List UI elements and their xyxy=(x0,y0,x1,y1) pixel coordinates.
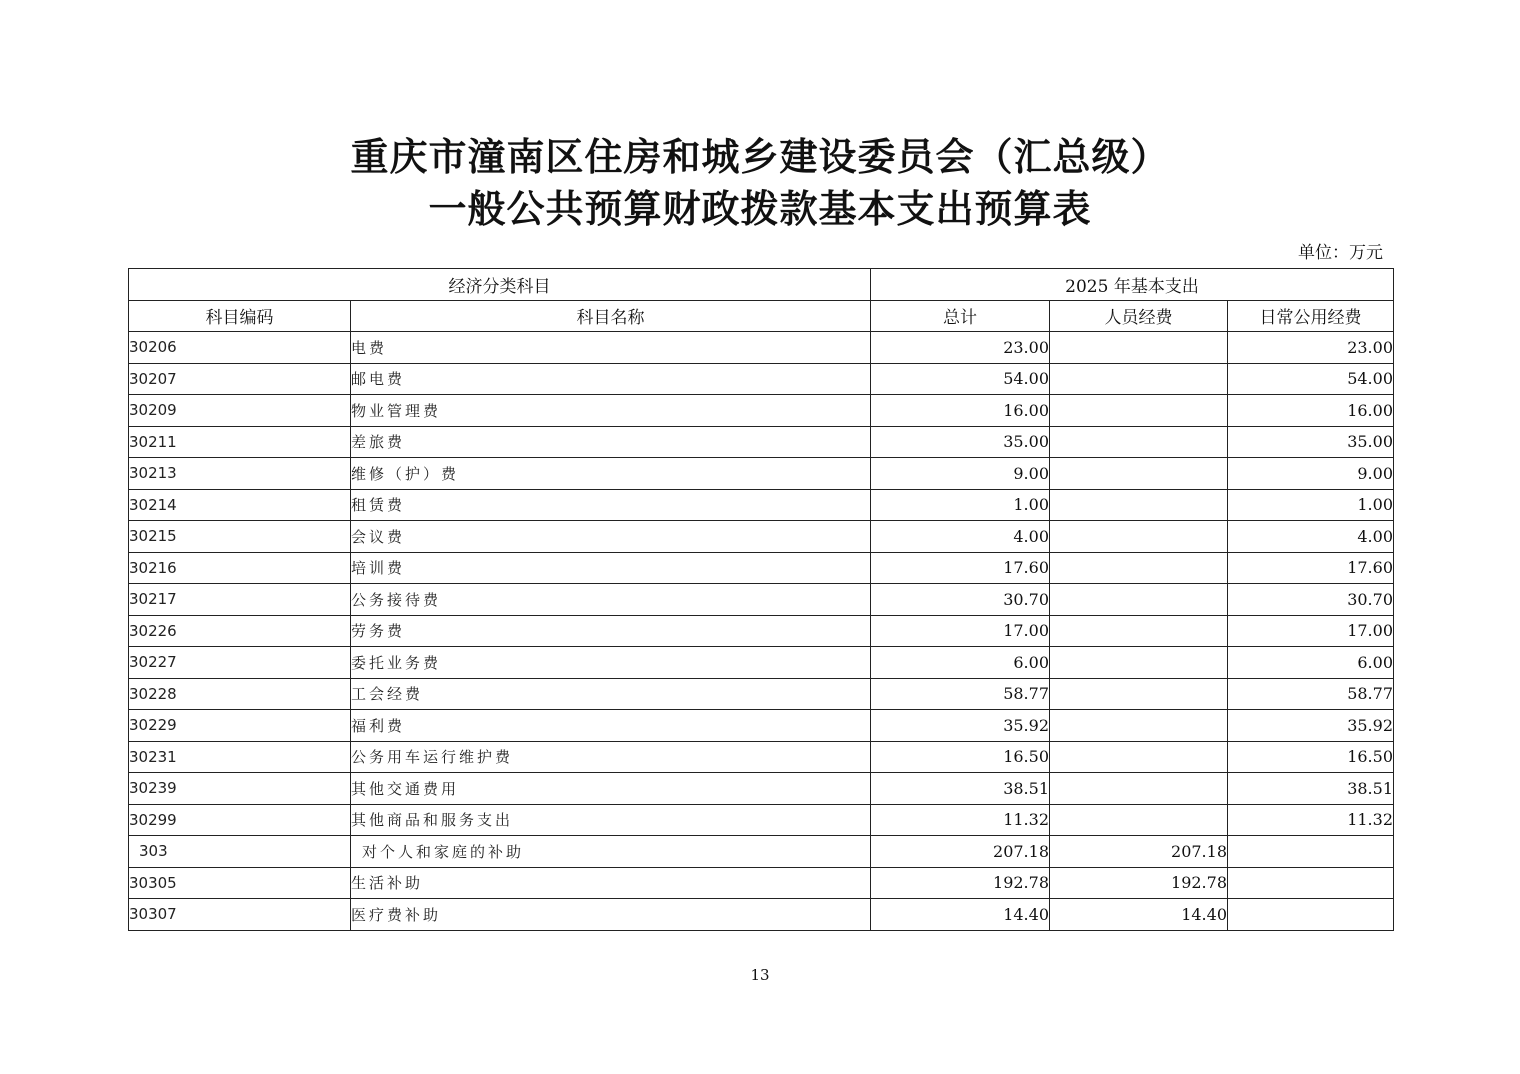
row-code: 30213 xyxy=(129,458,351,490)
row-personnel xyxy=(1050,615,1228,647)
row-code: 30239 xyxy=(129,773,351,805)
row-code: 30209 xyxy=(129,395,351,427)
table-row xyxy=(129,489,1394,521)
personnel-column-header: 人员经费 xyxy=(1050,300,1228,332)
row-total: 54.00 xyxy=(871,363,1050,395)
table-row xyxy=(129,647,1394,679)
row-code: 30227 xyxy=(129,647,351,679)
row-public: 30.70 xyxy=(1228,584,1394,616)
row-name: 对个人和家庭的补助 xyxy=(351,836,871,868)
row-public: 16.50 xyxy=(1228,741,1394,773)
name-column-header: 科目名称 xyxy=(351,300,871,332)
row-total: 17.00 xyxy=(871,615,1050,647)
row-public: 16.00 xyxy=(1228,395,1394,427)
row-name: 租赁费 xyxy=(351,489,871,521)
row-total: 1.00 xyxy=(871,489,1050,521)
table-row xyxy=(129,867,1394,899)
row-total: 35.00 xyxy=(871,426,1050,458)
row-public xyxy=(1228,867,1394,899)
row-public: 23.00 xyxy=(1228,332,1394,364)
table-row xyxy=(129,804,1394,836)
table-row xyxy=(129,458,1394,490)
row-code: 30207 xyxy=(129,363,351,395)
table-row xyxy=(129,521,1394,553)
table-row xyxy=(129,678,1394,710)
row-code: 30229 xyxy=(129,710,351,742)
row-public: 54.00 xyxy=(1228,363,1394,395)
row-personnel xyxy=(1050,395,1228,427)
row-personnel xyxy=(1050,489,1228,521)
row-personnel: 14.40 xyxy=(1050,899,1228,931)
row-total: 14.40 xyxy=(871,899,1050,931)
row-public: 4.00 xyxy=(1228,521,1394,553)
table-row xyxy=(129,899,1394,931)
row-total: 11.32 xyxy=(871,804,1050,836)
row-name: 维修（护）费 xyxy=(351,458,871,490)
table-body xyxy=(129,332,1394,931)
row-public xyxy=(1228,899,1394,931)
row-name: 劳务费 xyxy=(351,615,871,647)
row-code: 303 xyxy=(129,836,351,868)
row-name: 工会经费 xyxy=(351,678,871,710)
table-row xyxy=(129,710,1394,742)
row-personnel xyxy=(1050,741,1228,773)
row-name: 福利费 xyxy=(351,710,871,742)
row-personnel xyxy=(1050,521,1228,553)
row-total: 38.51 xyxy=(871,773,1050,805)
row-code: 30211 xyxy=(129,426,351,458)
row-code: 30305 xyxy=(129,867,351,899)
row-name: 物业管理费 xyxy=(351,395,871,427)
row-total: 35.92 xyxy=(871,710,1050,742)
row-code: 30231 xyxy=(129,741,351,773)
row-personnel xyxy=(1050,647,1228,679)
row-public: 35.92 xyxy=(1228,710,1394,742)
row-public: 58.77 xyxy=(1228,678,1394,710)
row-total: 9.00 xyxy=(871,458,1050,490)
row-total: 17.60 xyxy=(871,552,1050,584)
row-personnel xyxy=(1050,678,1228,710)
row-name: 邮电费 xyxy=(351,363,871,395)
row-total: 207.18 xyxy=(871,836,1050,868)
unit-label: 单位：万元 xyxy=(1298,243,1383,263)
table-row xyxy=(129,332,1394,364)
table-row xyxy=(129,395,1394,427)
economic-category-header: 经济分类科目 xyxy=(129,269,871,301)
row-public: 17.60 xyxy=(1228,552,1394,584)
budget-table xyxy=(128,268,1394,931)
row-personnel xyxy=(1050,773,1228,805)
row-total: 16.00 xyxy=(871,395,1050,427)
table-row xyxy=(129,584,1394,616)
row-code: 30307 xyxy=(129,899,351,931)
column-header-row xyxy=(129,300,1394,332)
row-personnel xyxy=(1050,804,1228,836)
row-code: 30214 xyxy=(129,489,351,521)
row-name: 会议费 xyxy=(351,521,871,553)
table-row xyxy=(129,426,1394,458)
row-name: 医疗费补助 xyxy=(351,899,871,931)
row-public xyxy=(1228,836,1394,868)
row-personnel xyxy=(1050,552,1228,584)
row-code: 30226 xyxy=(129,615,351,647)
row-total: 16.50 xyxy=(871,741,1050,773)
table-row xyxy=(129,615,1394,647)
row-name: 电费 xyxy=(351,332,871,364)
row-name: 其他交通费用 xyxy=(351,773,871,805)
row-public: 38.51 xyxy=(1228,773,1394,805)
table-row xyxy=(129,552,1394,584)
row-code: 30215 xyxy=(129,521,351,553)
row-name: 公务用车运行维护费 xyxy=(351,741,871,773)
row-personnel xyxy=(1050,584,1228,616)
document-title-line-2: 一般公共预算财政拨款基本支出预算表 xyxy=(428,187,1092,231)
row-public: 6.00 xyxy=(1228,647,1394,679)
table-row xyxy=(129,741,1394,773)
basic-expenditure-header: 2025 年基本支出 xyxy=(871,269,1394,301)
row-public: 11.32 xyxy=(1228,804,1394,836)
total-column-header: 总计 xyxy=(871,300,1050,332)
row-name: 培训费 xyxy=(351,552,871,584)
row-name: 其他商品和服务支出 xyxy=(351,804,871,836)
row-personnel xyxy=(1050,710,1228,742)
row-total: 6.00 xyxy=(871,647,1050,679)
table-row xyxy=(129,773,1394,805)
row-code: 30216 xyxy=(129,552,351,584)
row-total: 4.00 xyxy=(871,521,1050,553)
row-code: 30206 xyxy=(129,332,351,364)
row-personnel xyxy=(1050,458,1228,490)
row-name: 公务接待费 xyxy=(351,584,871,616)
group-header-row xyxy=(129,269,1394,301)
row-code: 30217 xyxy=(129,584,351,616)
row-name: 生活补助 xyxy=(351,867,871,899)
row-public: 17.00 xyxy=(1228,615,1394,647)
row-total: 58.77 xyxy=(871,678,1050,710)
row-personnel xyxy=(1050,363,1228,395)
row-personnel: 192.78 xyxy=(1050,867,1228,899)
table-row xyxy=(129,363,1394,395)
table-row xyxy=(129,836,1394,868)
row-code: 30228 xyxy=(129,678,351,710)
document-title-line-1: 重庆市潼南区住房和城乡建设委员会（汇总级） xyxy=(350,135,1170,179)
page-number: 13 xyxy=(750,966,770,984)
row-total: 192.78 xyxy=(871,867,1050,899)
row-personnel: 207.18 xyxy=(1050,836,1228,868)
row-public: 35.00 xyxy=(1228,426,1394,458)
public-column-header: 日常公用经费 xyxy=(1228,300,1394,332)
row-name: 差旅费 xyxy=(351,426,871,458)
row-total: 23.00 xyxy=(871,332,1050,364)
row-personnel xyxy=(1050,426,1228,458)
row-public: 1.00 xyxy=(1228,489,1394,521)
row-total: 30.70 xyxy=(871,584,1050,616)
row-personnel xyxy=(1050,332,1228,364)
row-public: 9.00 xyxy=(1228,458,1394,490)
row-name: 委托业务费 xyxy=(351,647,871,679)
row-code: 30299 xyxy=(129,804,351,836)
code-column-header: 科目编码 xyxy=(129,300,351,332)
